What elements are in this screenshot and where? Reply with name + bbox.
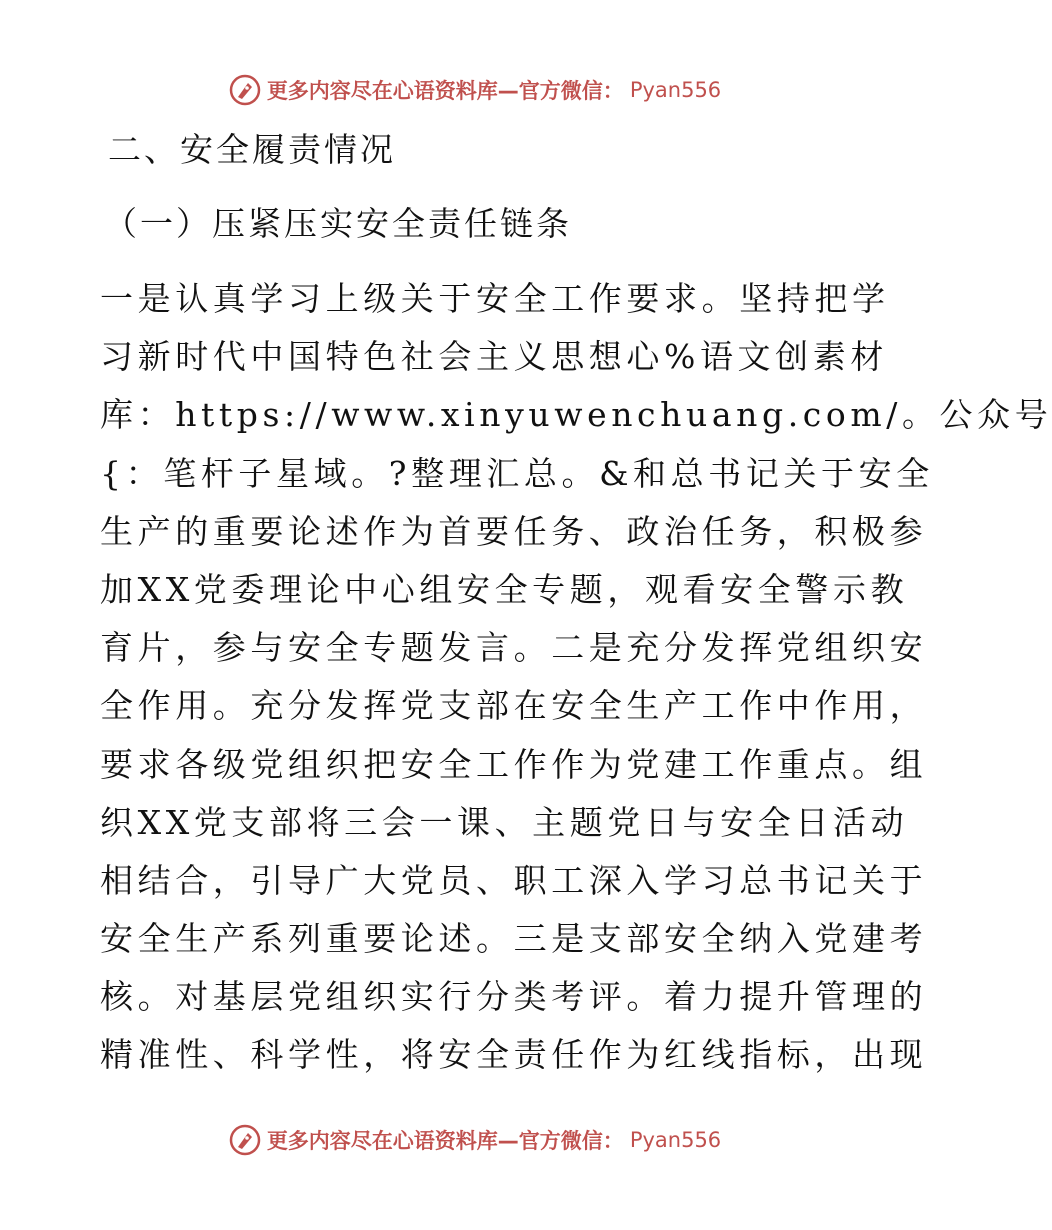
paragraph-line: 要求各级党组织把安全工作作为党建工作重点。组	[100, 744, 928, 784]
subsection-title: （一）压紧压实安全责任链条	[104, 204, 572, 243]
paragraph-line: 相结合，引导广大党员、职工深入学习总书记关于	[100, 860, 928, 900]
header-watermark	[0, 74, 950, 106]
watermark-text: 更多内容尽在心语资料库—官方微信：	[266, 79, 624, 103]
paragraph-line: 织XX党支部将三会一课、主题党日与安全日活动	[100, 802, 909, 842]
paragraph-line: 库：https://www.xinyuwenchuang.com/。公众号	[100, 395, 1052, 435]
paragraph-line: 习新时代中国特色社会主义思想心%语文创素材	[100, 337, 888, 377]
watermark-handle: Pyan556	[629, 78, 722, 102]
footer-watermark	[0, 1124, 950, 1156]
paragraph-line: 育片，参与安全专题发言。二是充分发挥党组织安	[100, 628, 928, 668]
pen-nib-logo-icon	[229, 74, 261, 106]
paragraph-line: {：笔杆子星域。?整理汇总。&和总书记关于安全	[100, 453, 934, 493]
paragraph-line: 生产的重要论述作为首要任务、政治任务，积极参	[100, 511, 928, 551]
section-title: 二、安全履责情况	[108, 130, 396, 169]
body-paragraph	[100, 270, 1052, 1085]
watermark-text: 更多内容尽在心语资料库—官方微信：	[266, 1129, 624, 1153]
watermark-handle: Pyan556	[629, 1128, 722, 1152]
paragraph-line: 核。对基层党组织实行分类考评。着力提升管理的	[100, 977, 928, 1017]
paragraph-line: 全作用。充分发挥党支部在安全生产工作中作用，	[100, 686, 928, 726]
paragraph-line: 精准性、科学性，将安全责任作为红线指标，出现	[100, 1035, 928, 1075]
paragraph-line: 安全生产系列重要论述。三是支部安全纳入党建考	[100, 919, 928, 959]
paragraph-line: 加XX党委理论中心组安全专题，观看安全警示教	[100, 569, 909, 609]
pen-nib-logo-icon	[229, 1124, 261, 1156]
paragraph-line: 一是认真学习上级关于安全工作要求。坚持把学	[100, 279, 890, 318]
